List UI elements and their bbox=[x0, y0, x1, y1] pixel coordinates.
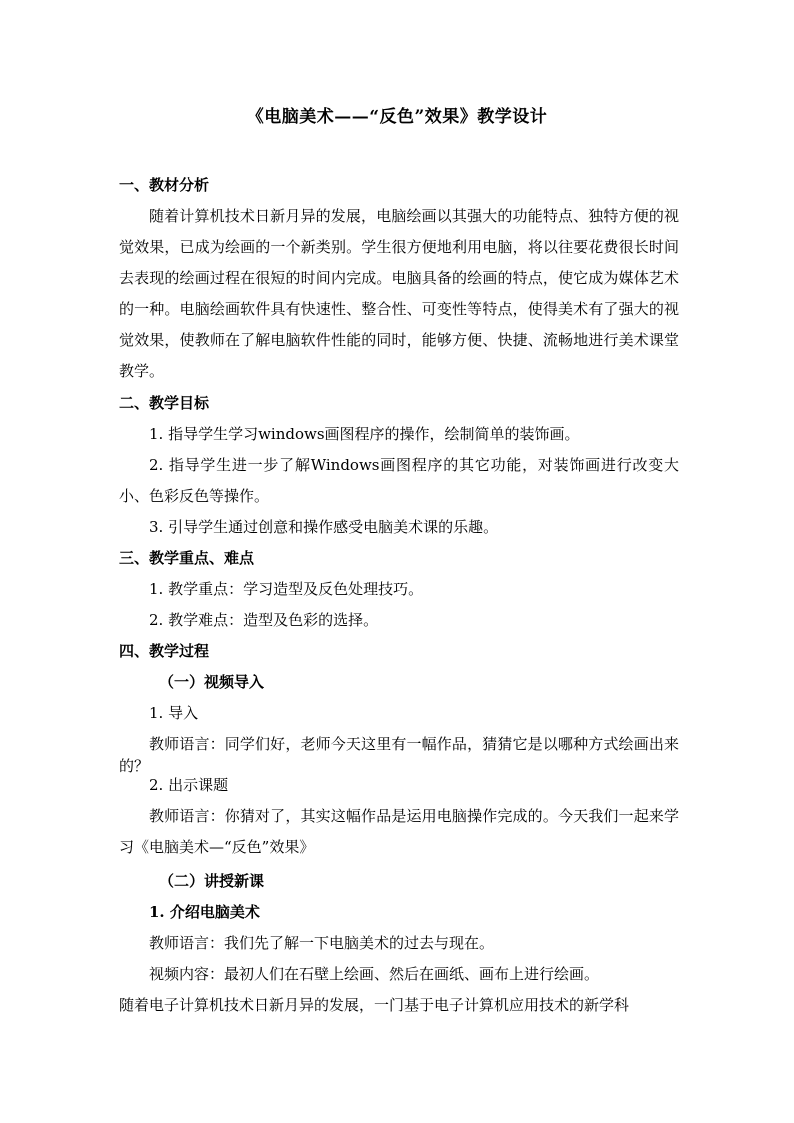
subsection-heading-video-intro: （一）视频导入 bbox=[159, 673, 265, 691]
step-label: 2. 出示课题 bbox=[149, 776, 229, 794]
objective-item: 3. 引导学生通过创意和操作感受电脑美术课的乐趣。 bbox=[149, 518, 499, 536]
step-label: 1. 介绍电脑美术 bbox=[149, 903, 260, 921]
section-heading-process: 四、教学过程 bbox=[119, 642, 210, 660]
teacher-speech: 教师语言：我们先了解一下电脑美术的过去与现在。 bbox=[149, 934, 495, 952]
objective-item: 1. 指导学生学习windows画图程序的操作，绘制简单的装饰画。 bbox=[149, 425, 580, 443]
video-content: 视频内容：最初人们在石壁上绘画、然后在画纸、画布上进行绘画。 bbox=[149, 965, 600, 983]
analysis-paragraph: 随着计算机技术日新月异的发展，电脑绘画以其强大的功能特点、独特方便的视觉效果，已成为绘画的一个新类别。学生很方便地利用电脑，将以往要花费很长时间去表现的绘画过程在很短的时间内完成。电脑具备的绘画的特点，使它成为媒体艺术的一种。电脑绘画软件具有快速性、整合性、可变性等特点，使得美术有了强大的视觉效果，使教师在了解电脑软件性能的同时，能够方便、快捷、流畅地进行美术课堂教学。 bbox=[119, 207, 679, 380]
teacher-speech: 教师语言：你猜对了，其实这幅作品是运用电脑操作完成的。今天我们一起来学习《电脑美术—“反色”效果》 bbox=[119, 807, 679, 856]
keypoint-item: 2. 教学难点：造型及色彩的选择。 bbox=[149, 611, 379, 629]
section-heading-analysis: 一、教材分析 bbox=[119, 176, 210, 194]
objective-item: 2. 指导学生进一步了解Windows画图程序的其它功能，对装饰画进行改变大小、色彩反色等操作。 bbox=[119, 456, 679, 505]
teacher-speech: 教师语言：同学们好，老师今天这里有一幅作品，猜猜它是以哪种方式绘画出来的？ bbox=[119, 735, 679, 775]
section-heading-keypoints: 三、教学重点、难点 bbox=[119, 549, 255, 567]
subsection-heading-new-lesson: （二）讲授新课 bbox=[159, 872, 265, 890]
step-label: 1. 导入 bbox=[149, 704, 199, 722]
body-text: 随着电子计算机技术日新月异的发展，一门基于电子计算机应用技术的新学科 bbox=[119, 996, 630, 1014]
keypoint-item: 1. 教学重点：学习造型及反色处理技巧。 bbox=[149, 580, 424, 598]
section-heading-objectives: 二、教学目标 bbox=[119, 394, 210, 412]
document-title: 《电脑美术——“反色”效果》教学设计 bbox=[246, 107, 548, 127]
